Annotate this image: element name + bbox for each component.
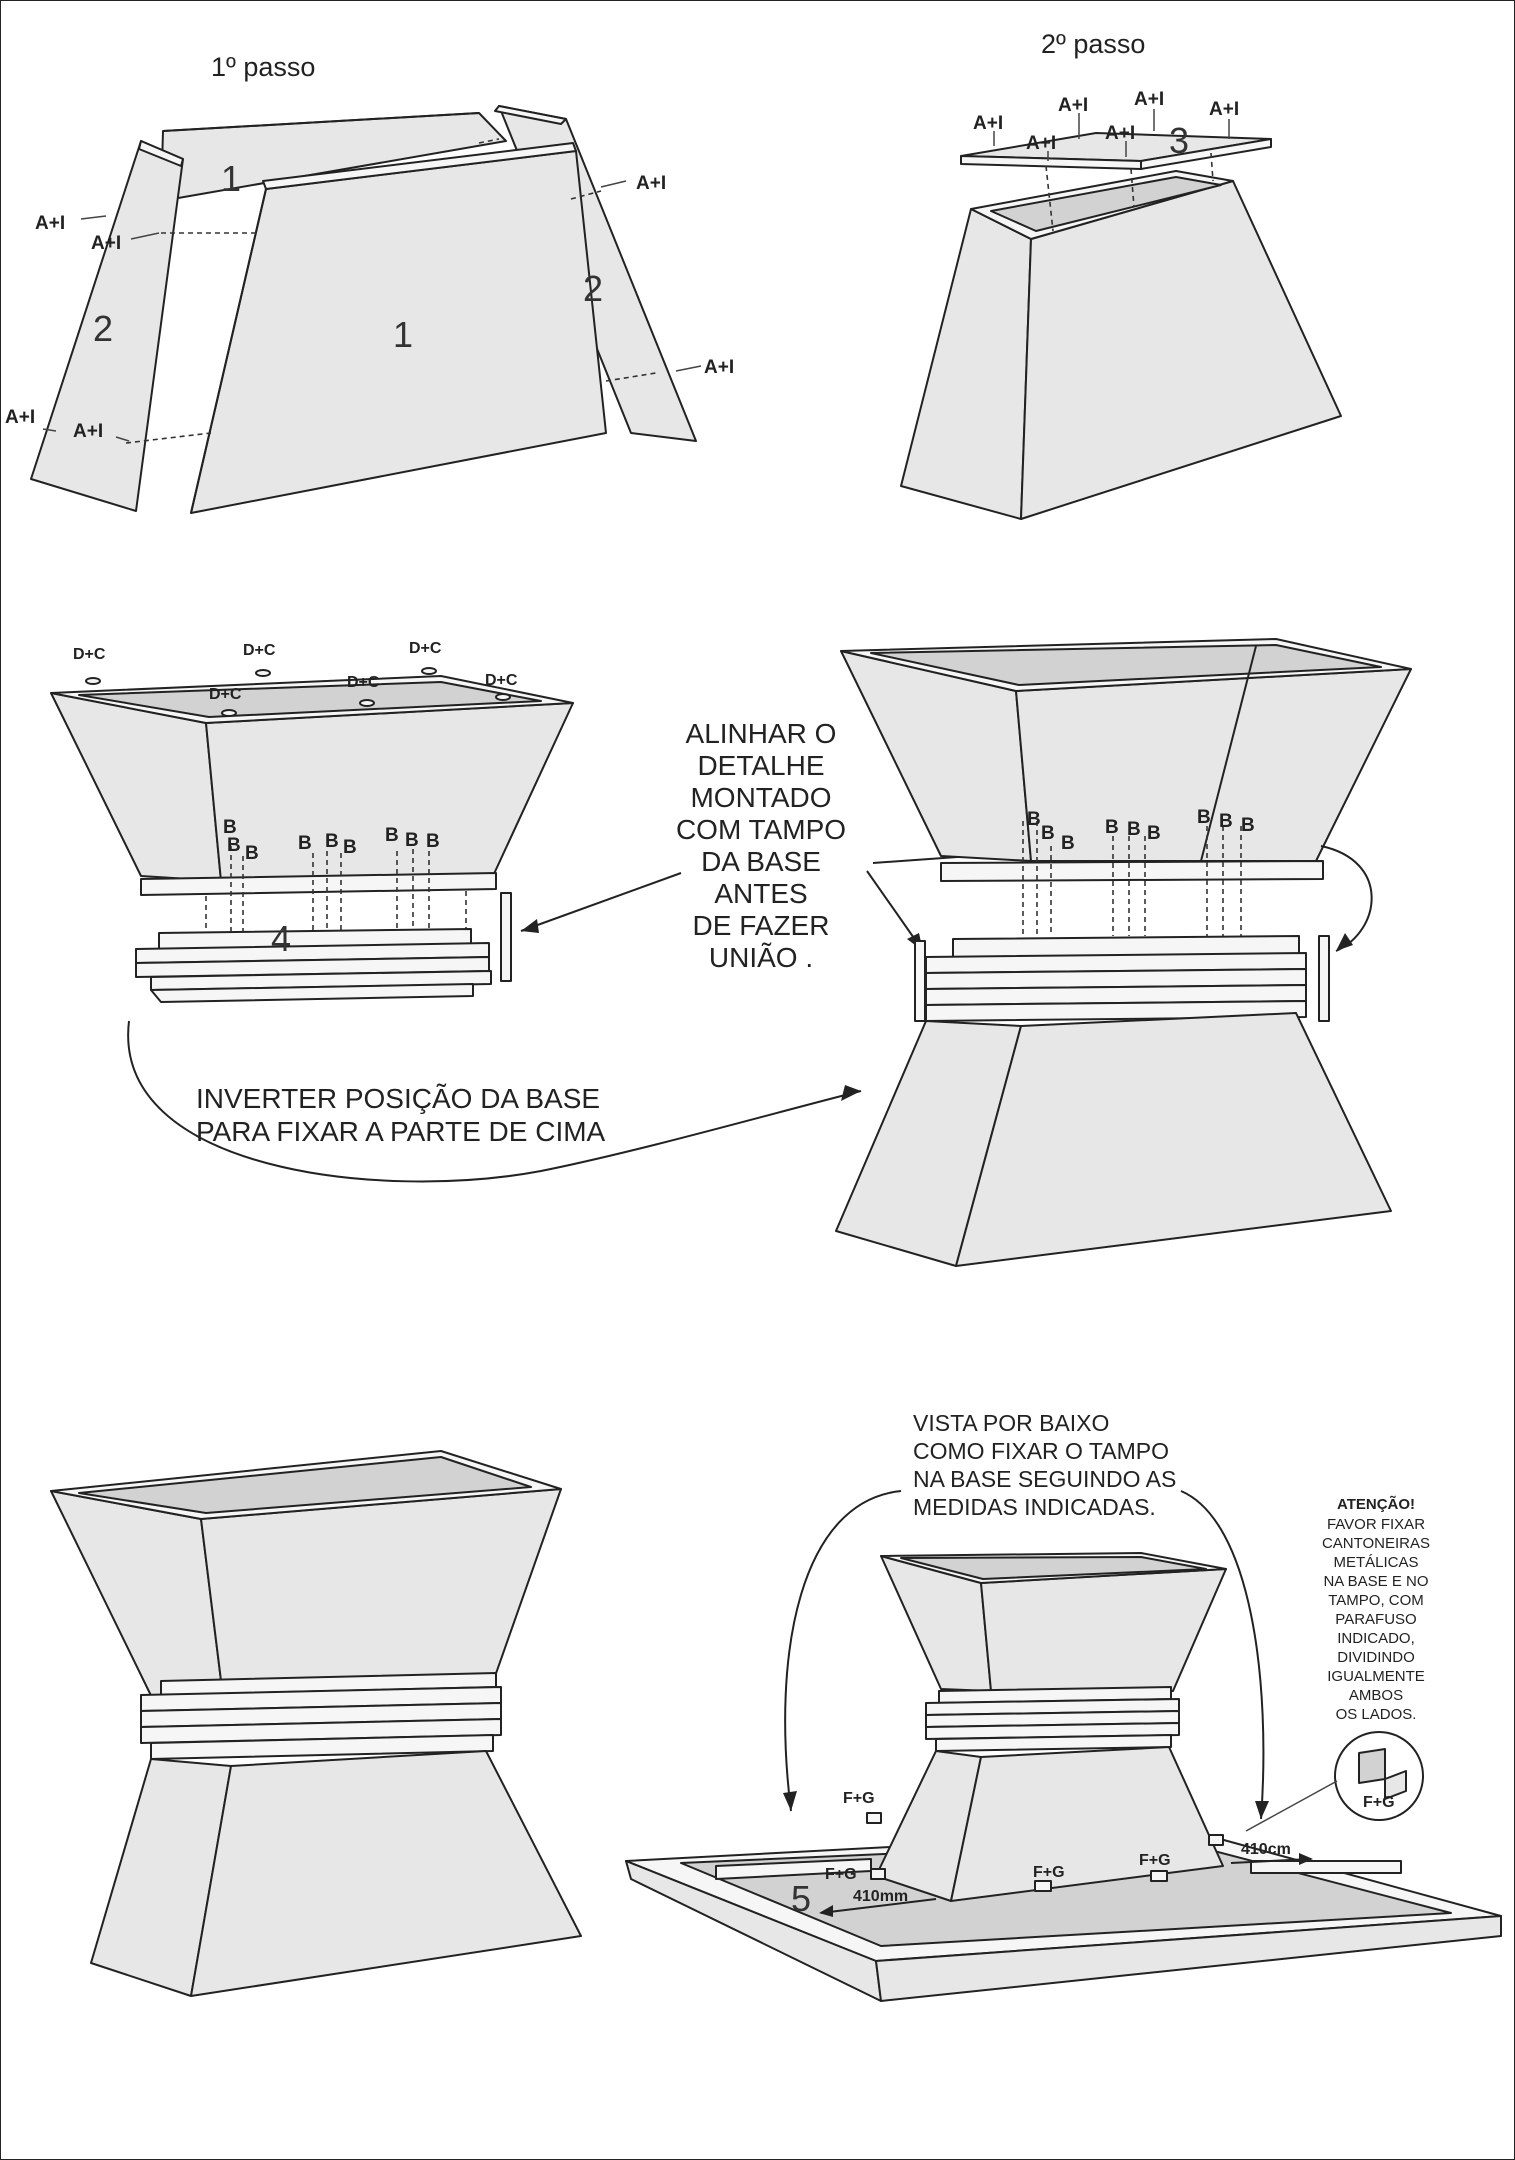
attention-line-2: CANTONEIRAS — [1321, 1535, 1431, 1552]
align-line-3: MONTADO — [690, 782, 832, 813]
panel-number-left: 2 — [93, 308, 114, 349]
label-b: B — [223, 817, 237, 838]
pedestal-top-front-face — [981, 1569, 1226, 1691]
finished-bottom-front-face — [191, 1751, 581, 1996]
arrow-head — [1255, 1801, 1269, 1819]
step-2-group — [901, 29, 1341, 519]
assembly-right-group — [836, 639, 1411, 1266]
box-front-face — [1021, 181, 1341, 519]
label-b: B — [227, 835, 241, 856]
attention-line-7: INDICADO, — [1337, 1630, 1415, 1647]
fg-bracket — [867, 1813, 881, 1823]
invert-note — [128, 1021, 861, 1181]
side-strip — [501, 893, 511, 981]
label-b: B — [1127, 819, 1141, 840]
upper-plate — [941, 861, 1323, 881]
label-ai: A+I — [973, 113, 1004, 134]
panel-number-front: 1 — [393, 314, 414, 355]
label-b: B — [1027, 809, 1041, 830]
panel-number-right: 2 — [583, 268, 604, 309]
panel-number-base: 4 — [271, 918, 292, 959]
attention-line-11: OS LADOS. — [1335, 1706, 1417, 1723]
attention-line-10: AMBOS — [1348, 1687, 1404, 1704]
attention-line-6: PARAFUSO — [1335, 1611, 1417, 1628]
attention-line-9: IGUALMENTE — [1327, 1668, 1425, 1685]
label-b: B — [1061, 833, 1075, 854]
fg-bracket — [1151, 1871, 1167, 1881]
attention-line-4: NA BASE E NO — [1323, 1573, 1429, 1590]
label-b: B — [405, 830, 419, 851]
panel-number-back: 1 — [221, 158, 242, 199]
attention-line-8: DIVIDINDO — [1337, 1649, 1415, 1666]
label-ai: A+I — [1058, 95, 1089, 116]
label-b: B — [1241, 815, 1255, 836]
align-line-6: ANTES — [714, 878, 808, 909]
dc-bracket — [496, 694, 510, 700]
bottom-view-group — [626, 1410, 1501, 2001]
invert-line-2: PARA FIXAR A PARTE DE CIMA — [196, 1116, 606, 1147]
dc-bracket — [360, 700, 374, 706]
label-b: B — [1197, 807, 1211, 828]
arrow-curve-left — [785, 1491, 901, 1811]
label-b: B — [343, 837, 357, 858]
label-ai: A+I — [5, 407, 36, 428]
bottom-view-line-2: COMO FIXAR O TAMPO — [913, 1438, 1169, 1464]
arrow-align — [521, 873, 681, 931]
side-strip-right — [1319, 936, 1329, 1021]
label-b: B — [426, 831, 440, 852]
step-1-group — [5, 52, 734, 513]
label-ai: A+I — [636, 173, 667, 194]
label-b: B — [298, 833, 312, 854]
dc-bracket — [86, 678, 100, 684]
label-dc: D+C — [409, 640, 442, 657]
dc-bracket — [422, 668, 436, 674]
step-1-title: 1º passo — [211, 52, 316, 82]
label-ai: A+I — [35, 213, 66, 234]
label-ai: A+I — [73, 421, 104, 442]
dc-bracket — [222, 710, 236, 716]
attention-line-1: FAVOR FIXAR — [1326, 1516, 1426, 1533]
measure-front: 410mm — [853, 1888, 909, 1905]
step-2-title: 2º passo — [1041, 29, 1146, 59]
label-fg: F+G — [1363, 1794, 1395, 1811]
panel-number-tabletop: 5 — [791, 1878, 812, 1919]
arrow-head — [783, 1791, 797, 1811]
align-line-2: DETALHE — [697, 750, 825, 781]
leader-ai-4 — [676, 366, 701, 371]
label-b: B — [1219, 811, 1233, 832]
fg-bracket — [1209, 1835, 1223, 1845]
align-line-4: COM TAMPO — [675, 814, 847, 845]
frame-rail-2 — [1251, 1861, 1401, 1873]
label-fg: F+G — [1033, 1864, 1065, 1881]
fg-bracket — [871, 1869, 885, 1879]
label-ai: A+I — [1105, 123, 1136, 144]
invert-line-1: INVERTER POSIÇÃO DA BASE — [196, 1083, 601, 1114]
align-line-7: DE FAZER — [692, 910, 830, 941]
arrow-head — [521, 919, 539, 933]
attention-line-3: METÁLICAS — [1333, 1554, 1419, 1571]
label-b: B — [245, 843, 259, 864]
label-fg: F+G — [825, 1866, 857, 1883]
label-fg: F+G — [1139, 1852, 1171, 1869]
step-4-group — [51, 640, 681, 1002]
attention-line-5: TAMPO, COM — [1328, 1592, 1424, 1609]
label-b: B — [1147, 823, 1161, 844]
label-dc: D+C — [73, 646, 106, 663]
bracket-icon — [1359, 1749, 1385, 1783]
lower-base-front-face — [956, 1013, 1391, 1266]
bottom-view-line-1: VISTA POR BAIXO — [913, 1410, 1110, 1436]
inverted-box-front-face — [206, 703, 573, 881]
label-dc: D+C — [209, 686, 242, 703]
label-b: B — [1041, 823, 1055, 844]
fg-bracket — [1035, 1881, 1051, 1891]
upper-box-front-face — [1016, 669, 1411, 861]
finished-base-group — [51, 1451, 581, 1996]
align-line-8: UNIÃO . — [708, 942, 814, 973]
label-fg: F+G — [843, 1790, 875, 1807]
label-dc: D+C — [347, 674, 380, 691]
label-ai: A+I — [1134, 89, 1165, 110]
align-line-5: DA BASE — [701, 846, 821, 877]
side-strip-left — [915, 941, 925, 1021]
label-dc: D+C — [485, 672, 518, 689]
label-b: B — [385, 825, 399, 846]
bottom-view-line-4: MEDIDAS INDICADAS. — [913, 1494, 1156, 1520]
measure-side: 410cm — [1241, 1841, 1291, 1858]
label-ai: A+I — [1026, 133, 1057, 154]
label-b: B — [325, 831, 339, 852]
dc-bracket — [256, 670, 270, 676]
label-ai: A+I — [91, 233, 122, 254]
bottom-view-line-3: NA BASE SEGUINDO AS — [913, 1466, 1177, 1492]
assembly-diagram — [1, 1, 1514, 2159]
attention-title: ATENÇÃO! — [1336, 1496, 1416, 1513]
label-ai: A+I — [1209, 99, 1240, 120]
leader-ai-3 — [601, 181, 626, 187]
label-ai: A+I — [704, 357, 735, 378]
label-b: B — [1105, 817, 1119, 838]
label-dc: D+C — [243, 642, 276, 659]
align-line-1: ALINHAR O — [685, 718, 837, 749]
box-left-face — [901, 209, 1031, 519]
arrow-head — [1336, 933, 1353, 951]
panel-number-top: 3 — [1169, 120, 1190, 161]
leader-ai-1 — [81, 216, 106, 219]
arrow-head — [841, 1085, 861, 1101]
arrow-curve-right-2 — [1181, 1491, 1263, 1819]
